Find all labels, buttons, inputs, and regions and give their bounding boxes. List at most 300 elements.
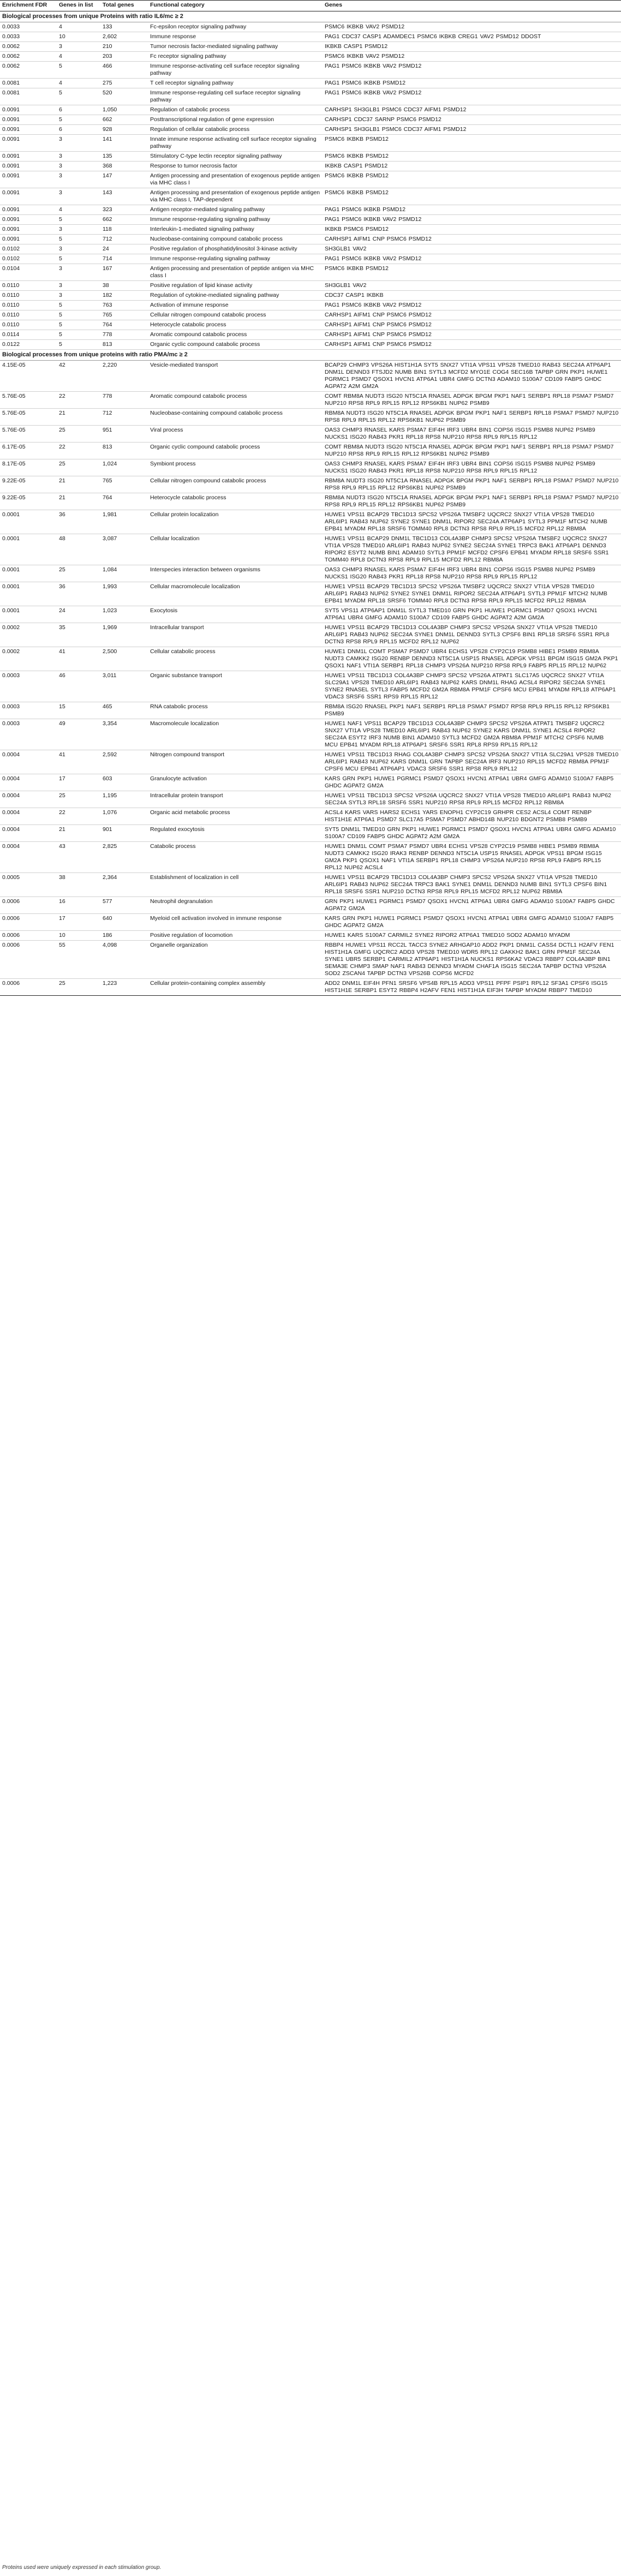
cell-functional-category: Immune response-regulating cell surface receptor signaling pathway (148, 88, 323, 105)
cell-total-genes: 2,364 (100, 873, 148, 897)
cell-total-genes: 1,084 (100, 565, 148, 582)
cell-genes-in-list: 46 (57, 671, 100, 702)
cell-functional-category: Immune response-regulating signaling pathway (148, 215, 323, 225)
cell-genes: HUWE1 KARS S100A7 CARMIL2 SYNE2 RIPOR2 ATP6A1 TMED10 SOD2 ADAM10 MYADM (323, 931, 621, 941)
cell-functional-category: Tumor necrosis factor-mediated signaling pathway (148, 42, 323, 52)
enrichment-table (0, 0, 621, 996)
cell-total-genes: 928 (100, 125, 148, 135)
table-row (0, 774, 621, 791)
cell-enrichment-fdr: 0.0091 (0, 115, 57, 125)
cell-functional-category: Intracellular transport (148, 623, 323, 647)
table-row (0, 264, 621, 281)
cell-total-genes: 466 (100, 62, 148, 79)
cell-genes-in-list: 3 (57, 281, 100, 291)
cell-functional-category: Organic cyclic compound catabolic process (148, 443, 323, 459)
cell-enrichment-fdr: 0.0110 (0, 281, 57, 291)
header-functional-category: Functional category (148, 1, 323, 11)
cell-functional-category: Cellular protein localization (148, 510, 323, 534)
table-row (0, 426, 621, 443)
table-row (0, 22, 621, 32)
cell-total-genes: 1,023 (100, 606, 148, 623)
cell-enrichment-fdr: 0.0091 (0, 235, 57, 244)
cell-functional-category: Cellular protein-containing complex assembly (148, 979, 323, 996)
cell-functional-category: Establishment of localization in cell (148, 873, 323, 897)
cell-genes-in-list: 41 (57, 750, 100, 774)
cell-genes: HUWE1 VPS11 BCAP29 TBC1D13 COL4A3BP CHMP3 SPCS2 VPS26A SNX27 VTI1A VPS28 TMED10 ARL6IP1 RAB43 NUP62 SEC24A TRPC3 BAK1 SYNE1 DNM1L DENND3 NUMB BIN1 SYTL3 CPSF6 BIN1 RPL18 SRSF6 SSR1 NUP210 DCTN3 RPS8 RPL9 RPL15 MCFD2 RPL12 NUP62 RBM8A (323, 873, 621, 897)
table-row (0, 105, 621, 115)
cell-genes-in-list: 5 (57, 301, 100, 310)
header-total-genes: Total genes (100, 1, 148, 11)
cell-enrichment-fdr: 0.0102 (0, 244, 57, 254)
cell-genes-in-list: 5 (57, 115, 100, 125)
cell-functional-category: Vesicle-mediated transport (148, 361, 323, 392)
cell-genes: KARS GRN PKP1 HUWE1 PGRMC1 PSMD7 QSOX1 HVCN1 ATP6A1 UBR4 GMFG ADAM10 S100A7 FABP5 GHDC AGPAT2 GM2A (323, 774, 621, 791)
cell-enrichment-fdr: 0.0002 (0, 647, 57, 671)
cell-genes: CARHSP1 SH3GLB1 PSMC6 CDC37 AIFM1 PSMD12 (323, 125, 621, 135)
cell-genes-in-list: 5 (57, 215, 100, 225)
cell-genes-in-list: 21 (57, 409, 100, 426)
cell-functional-category: Cellular catabolic process (148, 647, 323, 671)
cell-genes-in-list: 25 (57, 426, 100, 443)
cell-functional-category: Nucleobase-containing compound catabolic process (148, 409, 323, 426)
cell-total-genes: 765 (100, 310, 148, 320)
cell-genes-in-list: 5 (57, 235, 100, 244)
cell-genes: PAG1 PSMC6 IKBKB VAV2 PSMD12 (323, 88, 621, 105)
cell-genes-in-list: 3 (57, 244, 100, 254)
cell-enrichment-fdr: 0.0001 (0, 606, 57, 623)
cell-total-genes: 38 (100, 281, 148, 291)
cell-total-genes: 143 (100, 188, 148, 205)
cell-enrichment-fdr: 0.0001 (0, 510, 57, 534)
cell-genes-in-list: 17 (57, 774, 100, 791)
cell-genes-in-list: 25 (57, 565, 100, 582)
cell-total-genes: 210 (100, 42, 148, 52)
cell-enrichment-fdr: 0.0062 (0, 42, 57, 52)
cell-total-genes: 3,011 (100, 671, 148, 702)
cell-total-genes: 2,825 (100, 842, 148, 873)
cell-enrichment-fdr: 0.0081 (0, 88, 57, 105)
cell-enrichment-fdr: 0.0102 (0, 254, 57, 264)
table-row (0, 310, 621, 320)
cell-genes: RBM8A NUDT3 ISG20 NT5C1A RNASEL ADPGK BPGM PKP1 NAF1 SERBP1 RPL18 PSMA7 PSMD7 NUP210 RPS8 RPL9 RPL15 RPL12 RPS6KB1 NUP62 PSMB9 (323, 493, 621, 510)
cell-enrichment-fdr: 0.0004 (0, 774, 57, 791)
cell-total-genes: 182 (100, 291, 148, 301)
cell-functional-category: Neutrophil degranulation (148, 897, 323, 914)
cell-genes: PSMC6 IKBKB PSMD12 (323, 171, 621, 188)
cell-total-genes: 2,602 (100, 32, 148, 42)
cell-total-genes: 712 (100, 235, 148, 244)
cell-enrichment-fdr: 0.0081 (0, 79, 57, 88)
cell-total-genes: 167 (100, 264, 148, 281)
cell-total-genes: 133 (100, 22, 148, 32)
cell-enrichment-fdr: 0.0091 (0, 105, 57, 115)
cell-enrichment-fdr: 0.0006 (0, 941, 57, 979)
cell-genes: GRN PKP1 HUWE1 PGRMC1 PSMD7 QSOX1 HVCN1 ATP6A1 UBR4 GMFG ADAM10 S100A7 FABP5 GHDC AGPAT2 GM2A (323, 897, 621, 914)
cell-total-genes: 764 (100, 493, 148, 510)
cell-genes-in-list: 49 (57, 719, 100, 750)
cell-functional-category: Cellular localization (148, 534, 323, 565)
cell-total-genes: 465 (100, 702, 148, 719)
cell-genes-in-list: 41 (57, 647, 100, 671)
cell-enrichment-fdr: 0.0110 (0, 301, 57, 310)
cell-functional-category: Symbiont process (148, 459, 323, 476)
cell-enrichment-fdr: 0.0001 (0, 582, 57, 606)
cell-total-genes: 135 (100, 152, 148, 162)
table-row (0, 409, 621, 426)
cell-genes: PAG1 PSMC6 IKBKB VAV2 PSMD12 (323, 301, 621, 310)
cell-enrichment-fdr: 0.0091 (0, 162, 57, 171)
cell-functional-category: Regulated exocytosis (148, 825, 323, 842)
enrichment-table-container (0, 0, 621, 996)
table-header (0, 1, 621, 11)
table-row (0, 340, 621, 350)
table-row (0, 979, 621, 996)
cell-total-genes: 186 (100, 931, 148, 941)
cell-enrichment-fdr: 0.0110 (0, 291, 57, 301)
cell-functional-category: Immune response (148, 32, 323, 42)
cell-functional-category: Heterocycle catabolic process (148, 320, 323, 330)
table-row (0, 225, 621, 235)
cell-genes: COMT RBM8A NUDT3 ISG20 NT5C1A RNASEL ADPGK BPGM PKP1 NAF1 SERBP1 RPL18 PSMA7 PSMD7 NUP210 RPS8 RPL9 RPL15 RPL12 RPS6KB1 NUP62 PSMB9 (323, 443, 621, 459)
cell-genes-in-list: 38 (57, 873, 100, 897)
cell-functional-category: Stimulatory C-type lectin receptor signaling pathway (148, 152, 323, 162)
table-row (0, 205, 621, 215)
cell-enrichment-fdr: 0.0004 (0, 750, 57, 774)
cell-genes-in-list: 3 (57, 152, 100, 162)
cell-genes: HUWE1 NAF1 VPS11 BCAP29 TBC1D13 COL4A3BP CHMP3 SPCS2 VPS26A ATPAT1 TMSBF2 UQCRC2 SNX27 VTI1A VPS28 TMED10 ARL6IP1 RAB43 NUP62 SYNE2 KARS DNM1L SYNE1 ACSL4 RIPOR2 SEC24A ESYT2 IRF3 NUMB BIN1 ADAM10 SYTL3 MCFD2 GM2A RBM8A PPM1F MTCH2 CPSF6 NUMB MCU EPB41 MYADM RPL18 ATP6AP1 SRSF6 SSR1 RPL8 RPS9 RPL15 RPL12 (323, 719, 621, 750)
cell-functional-category: Exocytosis (148, 606, 323, 623)
cell-genes: ACSL4 KARS VARS HARS2 ECHS1 YARS ENOPH1 CYP2C19 GRHPR CES2 ACSL4 COMT RENBP HIST1H1E ATP6A1 PSMD7 SLC17A5 PSMA7 PSMD7 ABHD14B NUP210 BDGNT2 PSMB8 PSMB9 (323, 808, 621, 825)
cell-functional-category: T cell receptor signaling pathway (148, 79, 323, 88)
cell-total-genes: 3,087 (100, 534, 148, 565)
cell-enrichment-fdr: 0.0033 (0, 22, 57, 32)
table-row (0, 392, 621, 409)
cell-enrichment-fdr: 0.0091 (0, 188, 57, 205)
cell-genes: HUWE1 VPS11 BCAP29 TBC1D13 SPCS2 VPS26A TMSBF2 UQCRC2 SNX27 VTI1A VPS28 TMED10 ARL6IP1 RAB43 NUP62 SYNE2 SYNE1 DNM1L RIPOR2 SEC24A ATP6AP1 SYTL3 PPM1F MTCH2 NUMB EPB41 MYADM RPL18 SRSF6 TOMM40 RPL8 DCTN3 RPS8 RPL9 RPL15 MCFD2 RPL12 RBM8A (323, 582, 621, 606)
section-title: Biological processes from unique proteins with ratio PMA/mc ≥ 2 (0, 350, 621, 361)
cell-functional-category: Antigen processing and presentation of exogenous peptide antigen via MHC class I (148, 171, 323, 188)
cell-genes: PSMC6 IKBKB VAV2 PSMD12 (323, 22, 621, 32)
table-row (0, 825, 621, 842)
cell-enrichment-fdr: 0.0091 (0, 205, 57, 215)
cell-enrichment-fdr: 0.0062 (0, 52, 57, 62)
cell-genes-in-list: 25 (57, 459, 100, 476)
table-row (0, 152, 621, 162)
table-row (0, 750, 621, 774)
cell-functional-category: Fc receptor signaling pathway (148, 52, 323, 62)
table-row (0, 135, 621, 152)
cell-functional-category: Antigen processing and presentation of peptide antigen via MHC class I (148, 264, 323, 281)
cell-genes: CARHSP1 AIFM1 CNP PSMC6 PSMD12 (323, 320, 621, 330)
cell-enrichment-fdr: 0.0091 (0, 225, 57, 235)
cell-total-genes: 1,223 (100, 979, 148, 996)
cell-genes-in-list: 25 (57, 791, 100, 808)
cell-genes-in-list: 24 (57, 606, 100, 623)
cell-functional-category: Viral process (148, 426, 323, 443)
cell-genes-in-list: 35 (57, 623, 100, 647)
cell-genes-in-list: 55 (57, 941, 100, 979)
cell-genes: PSMC6 IKBKB VAV2 PSMD12 (323, 52, 621, 62)
table-row (0, 623, 621, 647)
cell-genes: HUWE1 VPS11 TBC1D13 SPCS2 VPS26A UQCRC2 SNX27 VTI1A VPS28 TMED10 ARL6IP1 RAB43 NUP62 SEC24A SYTL3 RPL18 SRSF6 SSR1 NUP210 RPS8 RPL9 RPL15 MCFD2 RPL12 RBM8A (323, 791, 621, 808)
cell-total-genes: 662 (100, 115, 148, 125)
cell-total-genes: 763 (100, 301, 148, 310)
cell-functional-category: Cellular macromolecule localization (148, 582, 323, 606)
header-genes-in-list: Genes in list (57, 1, 100, 11)
cell-enrichment-fdr: 0.0001 (0, 534, 57, 565)
cell-functional-category: Antigen receptor-mediated signaling pathway (148, 205, 323, 215)
table-row (0, 476, 621, 493)
table-row (0, 534, 621, 565)
table-row (0, 171, 621, 188)
cell-enrichment-fdr: 5.76E-05 (0, 426, 57, 443)
cell-genes: PSMC6 IKBKB PSMD12 (323, 135, 621, 152)
cell-genes: CARHSP1 AIFM1 CNP PSMC6 PSMD12 (323, 310, 621, 320)
cell-functional-category: Myeloid cell activation involved in immune response (148, 914, 323, 931)
cell-genes-in-list: 22 (57, 808, 100, 825)
table-row (0, 244, 621, 254)
cell-genes: PAG1 PSMC6 IKBKB VAV2 PSMD12 (323, 215, 621, 225)
table-row (0, 565, 621, 582)
table-row (0, 215, 621, 225)
table-row (0, 330, 621, 340)
table-footnote: Proteins used were uniquely expressed in each stimulation group. (2, 2565, 162, 2571)
cell-enrichment-fdr: 0.0104 (0, 264, 57, 281)
table-row (0, 719, 621, 750)
cell-enrichment-fdr: 9.22E-05 (0, 476, 57, 493)
section-header-row (0, 350, 621, 361)
cell-genes: BCAP29 CHMP3 VPS26A HIST1H1A SYT5 SNX27 VTI1A VPS11 VPS28 TMED10 RAB43 SEC24A ATP6AP1 DNM1L DENND3 FTSJD2 NUMB BIN1 SYTL3 MCFD2 MYO1E COG4 SEC16B TAPBP GRN PKP1 HUWE1 PGRMC1 PSMD7 QSOX1 HVCN1 ATP6A1 UBR4 GMFG DCTN3 ADAM10 S100A7 CD109 FABP5 GHDC AGPAT2 A2M GM2A (323, 361, 621, 392)
cell-genes: PSMC6 IKBKB PSMD12 (323, 152, 621, 162)
cell-genes: HUWE1 DNM1L COMT PSMA7 PSMD7 UBR4 ECHS1 VPS28 CYP2C19 PSMB8 HIBE1 PSMB9 RBM8A NUDT3 CAMKK2 ISG20 IRAK3 RENBP DENND3 NT5C1A USP15 RNASEL ADPGK VPS11 BPGM ISG15 GM2A PKP1 QSOX1 NAF1 VTI1A SERBP1 RPL18 CHMP3 VPS26A NUP210 RPS8 RPL9 FABP5 RPL15 RPL12 NUP62 ACSL4 (323, 842, 621, 873)
cell-genes-in-list: 3 (57, 135, 100, 152)
cell-functional-category: Posttranscriptional regulation of gene expression (148, 115, 323, 125)
cell-genes: PSMC6 IKBKB PSMD12 (323, 188, 621, 205)
section-title: Biological processes from unique Proteins with ratio IL6/mc ≥ 2 (0, 11, 621, 22)
table-row (0, 62, 621, 79)
cell-enrichment-fdr: 4.15E-05 (0, 361, 57, 392)
cell-genes-in-list: 48 (57, 534, 100, 565)
cell-enrichment-fdr: 0.0004 (0, 842, 57, 873)
cell-functional-category: Organic acid metabolic process (148, 808, 323, 825)
table-row (0, 702, 621, 719)
cell-genes-in-list: 21 (57, 493, 100, 510)
cell-genes: PAG1 PSMC6 IKBKB PSMD12 (323, 79, 621, 88)
cell-genes-in-list: 25 (57, 979, 100, 996)
cell-total-genes: 662 (100, 215, 148, 225)
cell-functional-category: Cellular nitrogen compound catabolic process (148, 476, 323, 493)
cell-functional-category: Heterocycle catabolic process (148, 493, 323, 510)
cell-genes-in-list: 10 (57, 931, 100, 941)
cell-functional-category: Positive regulation of locomotion (148, 931, 323, 941)
cell-functional-category: Interleukin-1-mediated signaling pathway (148, 225, 323, 235)
table-row (0, 88, 621, 105)
cell-total-genes: 2,220 (100, 361, 148, 392)
cell-enrichment-fdr: 0.0003 (0, 702, 57, 719)
cell-total-genes: 4,098 (100, 941, 148, 979)
table-row (0, 897, 621, 914)
cell-genes: PAG1 PSMC6 IKBKB VAV2 PSMD12 (323, 254, 621, 264)
cell-total-genes: 712 (100, 409, 148, 426)
cell-genes: HUWE1 VPS11 TBC1D13 COL4A3BP CHMP3 SPCS2 VPS26A ATPAT1 SLC17A5 UQCRC2 SNX27 VTI1A SLC29A1 VPS28 TMED10 ARL6IP1 RAB43 NUP62 KARS DNM1L RHAG ACSL4 RIPOR2 SEC24A SYNE1 SYNE2 RNASEL SYTL3 FABP5 MCFD2 GM2A RBM8A PPM1F CPSF6 MCU EPB41 MYADM RPL18 ATP6AP1 VDAC3 SRSF6 SSR1 RPS9 RPL15 RPL12 (323, 671, 621, 702)
cell-genes: RBBP4 HUWE1 VPS11 RCC2L TACC3 SYNE2 ARHGAP10 ADD2 PKP1 DNM1L CASS4 DCTL1 H2AFV FEN1 HIST1H1A GMFG UQCRC2 ADD3 VPS28 TMED10 WDR5 RPL12 GAKKH2 BAK1 GRN PPM1F SEC24A SYNE1 UBR5 SERBP1 CARMIL2 ATP6AP1 HIST1H1A NUCKS1 RPS6KA2 VDAC3 RBBP7 COL4A3BP BIN1 SEMA3E CHMP3 SMAP NAF1 RAB43 DENND3 MYADM CHAF1A ISG15 SEC24A TAPBP DCTN3 VPS26A SOD2 ZSCAN4 TAPBP DCTN3 VPS26B COPS6 MCFD2 (323, 941, 621, 979)
cell-genes: CARHSP1 SH3GLB1 PSMC6 CDC37 AIFM1 PSMD12 (323, 105, 621, 115)
cell-genes: OAS3 CHMP3 RNASEL KARS PSMA7 EIF4H IRF3 UBR4 BIN1 COPS6 ISG15 PSMB8 NUP62 PSMB9 NUCKS1 ISG20 RAB43 PKR1 RPL18 RPS8 NUP210 RPS8 RPL9 RPL15 RPL12 (323, 426, 621, 443)
cell-enrichment-fdr: 0.0003 (0, 671, 57, 702)
table-row (0, 320, 621, 330)
cell-genes-in-list: 21 (57, 476, 100, 493)
cell-genes-in-list: 4 (57, 52, 100, 62)
cell-genes: SH3GLB1 VAV2 (323, 244, 621, 254)
cell-genes: IKBKB CASP1 PSMD12 (323, 42, 621, 52)
cell-total-genes: 714 (100, 254, 148, 264)
cell-genes-in-list: 4 (57, 205, 100, 215)
cell-total-genes: 603 (100, 774, 148, 791)
cell-enrichment-fdr: 0.0110 (0, 320, 57, 330)
cell-total-genes: 2,500 (100, 647, 148, 671)
cell-genes: HUWE1 VPS11 TBC1D13 RHAG COL4A3BP CHMP3 SPCS2 VPS26A SNX27 VTI1A SLC29A1 VPS28 TMED10 ARL6IP1 RAB43 NUP62 KARS DNM1L GRN TAPBP SEC24A IRF3 NUP210 RPL15 MCFD2 RBM8A PPM1F CPSF6 MCU EPB41 ATP6AP1 VDAC3 SRSF6 SSR1 RPS8 RPL9 RPL12 (323, 750, 621, 774)
cell-genes: OAS3 CHMP3 RNASEL KARS PSMA7 EIF4H IRF3 UBR4 BIN1 COPS6 ISG15 PSMB8 NUP62 PSMB9 NUCKS1 ISG20 RAB43 PKR1 RPL18 RPS8 NUP210 RPS8 RPL9 RPL15 RPL12 (323, 565, 621, 582)
cell-genes-in-list: 10 (57, 32, 100, 42)
table-row (0, 162, 621, 171)
cell-functional-category: Nucleobase-containing compound catabolic process (148, 235, 323, 244)
cell-enrichment-fdr: 0.0005 (0, 873, 57, 897)
table-row (0, 443, 621, 459)
table-row (0, 842, 621, 873)
cell-total-genes: 1,969 (100, 623, 148, 647)
cell-genes-in-list: 6 (57, 105, 100, 115)
cell-total-genes: 323 (100, 205, 148, 215)
cell-enrichment-fdr: 6.17E-05 (0, 443, 57, 459)
cell-functional-category: Regulation of catabolic process (148, 105, 323, 115)
cell-total-genes: 147 (100, 171, 148, 188)
cell-enrichment-fdr: 8.17E-05 (0, 459, 57, 476)
table-row (0, 582, 621, 606)
cell-functional-category: Fc-epsilon receptor signaling pathway (148, 22, 323, 32)
table-row (0, 931, 621, 941)
cell-genes: SYT5 DNM1L TMED10 GRN PKP1 HUWE1 PGRMC1 PSMD7 QSOX1 HVCN1 ATP6A1 UBR4 GMFG ADAM10 S100A7 CD109 FABP5 GHDC AGPAT2 A2M GM2A (323, 825, 621, 842)
cell-enrichment-fdr: 0.0091 (0, 215, 57, 225)
cell-functional-category: Regulation of cytokine-mediated signaling pathway (148, 291, 323, 301)
table-row (0, 291, 621, 301)
cell-total-genes: 3,354 (100, 719, 148, 750)
cell-genes-in-list: 36 (57, 582, 100, 606)
cell-functional-category: Organic substance transport (148, 671, 323, 702)
cell-enrichment-fdr: 0.0004 (0, 825, 57, 842)
cell-total-genes: 24 (100, 244, 148, 254)
cell-total-genes: 813 (100, 340, 148, 350)
table-row (0, 125, 621, 135)
cell-genes: HUWE1 VPS11 BCAP29 TBC1D13 COL4A3BP CHMP3 SPCS2 VPS26A SNX27 VTI1A VPS28 TMED10 ARL6IP1 RAB43 NUP62 SEC24A SYNE1 DNM1L DENND3 SYTL3 CPSF6 BIN1 RPL18 SRSF6 SSR1 RPL8 DCTN3 RPS8 RPL9 RPL15 MCFD2 RPL12 NUP62 (323, 623, 621, 647)
table-row (0, 647, 621, 671)
cell-total-genes: 778 (100, 330, 148, 340)
cell-enrichment-fdr: 0.0091 (0, 152, 57, 162)
cell-genes-in-list: 3 (57, 188, 100, 205)
cell-enrichment-fdr: 0.0006 (0, 931, 57, 941)
cell-genes-in-list: 5 (57, 310, 100, 320)
cell-genes: HUWE1 DNM1L COMT PSMA7 PSMD7 UBR4 ECHS1 VPS28 CYP2C19 PSMB8 HIBE1 PSMB9 RBM8A NUDT3 CAMKK2 ISG20 RENBP DENND3 NT5C1A USP15 RNASEL ADPGK VPS11 BPGM ISG15 GM2A PKP1 QSOX1 NAF1 VTI1A SERBP1 RPL18 CHMP3 VPS26A NUP210 RPS8 RPL9 FABP5 RPL15 RPL12 NUP62 (323, 647, 621, 671)
table-row (0, 914, 621, 931)
cell-total-genes: 764 (100, 320, 148, 330)
cell-functional-category: Macromolecule localization (148, 719, 323, 750)
cell-genes-in-list: 6 (57, 125, 100, 135)
cell-functional-category: Antigen processing and presentation of exogenous peptide antigen via MHC class I, TAP-dependent (148, 188, 323, 205)
cell-genes-in-list: 5 (57, 88, 100, 105)
cell-total-genes: 203 (100, 52, 148, 62)
cell-enrichment-fdr: 0.0062 (0, 62, 57, 79)
cell-genes-in-list: 16 (57, 897, 100, 914)
table-row (0, 493, 621, 510)
cell-enrichment-fdr: 0.0003 (0, 719, 57, 750)
cell-genes-in-list: 36 (57, 510, 100, 534)
cell-genes-in-list: 15 (57, 702, 100, 719)
cell-enrichment-fdr: 0.0091 (0, 171, 57, 188)
cell-genes-in-list: 4 (57, 22, 100, 32)
cell-functional-category: Response to tumor necrosis factor (148, 162, 323, 171)
table-row (0, 52, 621, 62)
cell-genes: CARHSP1 CDC37 SARNP PSMC6 PSMD12 (323, 115, 621, 125)
cell-genes-in-list: 17 (57, 914, 100, 931)
cell-enrichment-fdr: 0.0006 (0, 979, 57, 996)
cell-functional-category: Aromatic compound catabolic process (148, 330, 323, 340)
cell-total-genes: 765 (100, 476, 148, 493)
cell-functional-category: Catabolic process (148, 842, 323, 873)
cell-total-genes: 1,993 (100, 582, 148, 606)
table-row (0, 115, 621, 125)
cell-genes-in-list: 3 (57, 171, 100, 188)
cell-functional-category: Interspecies interaction between organisms (148, 565, 323, 582)
table-row (0, 79, 621, 88)
cell-genes-in-list: 3 (57, 162, 100, 171)
cell-genes-in-list: 5 (57, 320, 100, 330)
section-header-row (0, 11, 621, 22)
table-row (0, 361, 621, 392)
table-row (0, 606, 621, 623)
cell-total-genes: 368 (100, 162, 148, 171)
cell-enrichment-fdr: 0.0001 (0, 565, 57, 582)
cell-genes: CDC37 CASP1 IKBKB (323, 291, 621, 301)
cell-total-genes: 640 (100, 914, 148, 931)
cell-functional-category: Regulation of cellular catabolic process (148, 125, 323, 135)
table-row (0, 510, 621, 534)
cell-genes: RBM8A ISG20 RNASEL PKP1 NAF1 SERBP1 RPL18 PSMA7 PSMD7 RPS8 RPL9 RPL15 RPL12 RPS6KB1 PSMB9 (323, 702, 621, 719)
header-enrichment-fdr: Enrichment FDR (0, 1, 57, 11)
cell-total-genes: 141 (100, 135, 148, 152)
table-row (0, 281, 621, 291)
cell-genes: IKBKB CASP1 PSMD12 (323, 162, 621, 171)
cell-genes: SH3GLB1 VAV2 (323, 281, 621, 291)
cell-genes: PSMC6 IKBKB PSMD12 (323, 264, 621, 281)
cell-genes-in-list: 5 (57, 340, 100, 350)
cell-functional-category: Organic cyclic compound catabolic process (148, 340, 323, 350)
cell-functional-category: Innate immune response activating cell surface receptor signaling pathway (148, 135, 323, 152)
cell-genes-in-list: 22 (57, 443, 100, 459)
cell-enrichment-fdr: 0.0006 (0, 914, 57, 931)
cell-genes: RBM8A NUDT3 ISG20 NT5C1A RNASEL ADPGK BPGM PKP1 NAF1 SERBP1 RPL18 PSMA7 PSMD7 NUP210 RPS8 RPL9 RPL15 RPL12 RPS6KB1 NUP62 PSMB9 (323, 476, 621, 493)
cell-total-genes: 1,076 (100, 808, 148, 825)
cell-enrichment-fdr: 0.0091 (0, 135, 57, 152)
cell-functional-category: Granulocyte activation (148, 774, 323, 791)
cell-enrichment-fdr: 0.0122 (0, 340, 57, 350)
cell-genes-in-list: 3 (57, 42, 100, 52)
cell-functional-category: RNA catabolic process (148, 702, 323, 719)
cell-enrichment-fdr: 0.0114 (0, 330, 57, 340)
cell-genes: KARS GRN PKP1 HUWE1 PGRMC1 PSMD7 QSOX1 HVCN1 ATP6A1 UBR4 GMFG ADAM10 S100A7 FABP5 GHDC AGPAT2 GM2A (323, 914, 621, 931)
table-row (0, 301, 621, 310)
cell-genes: IKBKB PSMC6 PSMD12 (323, 225, 621, 235)
cell-genes-in-list: 43 (57, 842, 100, 873)
cell-total-genes: 275 (100, 79, 148, 88)
